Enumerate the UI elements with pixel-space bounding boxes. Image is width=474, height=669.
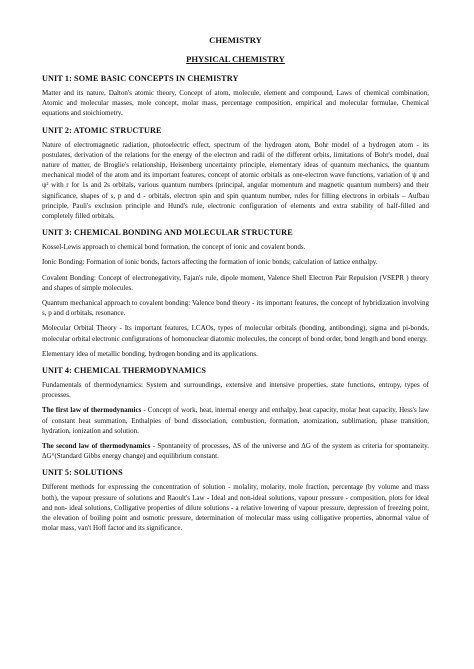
paragraph [42, 242, 429, 252]
unit-1-section [42, 73, 429, 119]
paragraph-lead: The second law of thermodynamics [42, 442, 151, 451]
paragraph-text: Ionic Bonding: Formation of ionic bonds, factors affecting the formation of ionic bonds; calculation of lattice enthalpy. [42, 258, 378, 267]
paragraph-text: - Concept of work, heat, internal energy and enthalpy, heat capacity, molar heat capacity, Hess's law of constant heat summation, Enthalpies of bond dissociation, combustion, formation, atomization, sublimation, phase transition, hydration, ionization and solution. [42, 406, 429, 435]
paragraph [42, 482, 429, 533]
unit-heading: UNIT 4: CHEMICAL THERMODYNAMICS [42, 366, 207, 376]
document-title: CHEMISTRY [209, 35, 262, 45]
unit-3-section [42, 227, 429, 359]
paragraph-text: Covalent Bonding: Concept of electronegativity, Fajan's rule, dipole moment, Valence Shell Electron Pair Repulsion (VSEPR ) theory and shapes of simple molecules. [42, 273, 429, 292]
paragraph [42, 88, 429, 119]
unit-heading: UNIT 2: ATOMIC STRUCTURE [42, 125, 162, 135]
paragraph-text: Different methods for expressing the concentration of solution - molality, molarity, mole fraction, percentage (by volume and mass both), the vapour pressure of solutions and Raoult's Law - Ideal and non-ideal solutions, vapour pressure - composition, plots for ideal and non- ideal solutions, Colligative properties of dilute solutions - a relative lowering of vapour pressure, depression of freezing point, the elevation of boiling point and osmotic pressure, determination of molecular mass using colligative properties, abnormal value of molar mass, van't Hoff factor and its significance. [42, 483, 429, 533]
paragraph-text: Nature of electromagnetic radiation, photoelectric effect, spectrum of the hydrogen atom, Bohr model of a hydrogen atom - its postulates, derivation of the relations for the energy of the electron and radii of the different orbits, limitations of Bohr's model, dual nature of matter, de Broglie's relationship, Heisenberg uncertainty principle, elementary ideas of quantum mechanics, the quantum mechanical model of the atom and its important features, concept of atomic orbitals as one-electron wave functions, variation of ψ and ψ² with r for 1s and 2s orbitals, various quantum numbers (principal, angular momentum and magnetic quantum numbers) and their significance, shapes of s, p and d - orbitals, electron spin and spin quantum number, rules for filling electrons in orbitals – Aufbau principle, Pauli's exclusion principle and Hund's rule, electronic configuration of elements and extra stability of half-filled and completely filled orbitals. [42, 140, 429, 221]
paragraph-text: Kossel-Lewis approach to chemical bond formation, the concept of ionic and covalent bonds. [42, 243, 306, 252]
paragraph-text: Quantum mechanical approach to covalent bonding: Valence bond theory - its important features, the concept of hybridization involving s, p and d orbitals, resonance. [42, 299, 429, 318]
unit-5-section [42, 467, 429, 533]
paragraph [42, 405, 429, 436]
paragraph [42, 257, 429, 267]
paragraph-text: Matter and its nature, Dalton's atomic theory, Concept of atom, molecule, element and compound, Laws of chemical combination, Atomic and molecular masses, mole concept, molar mass, percentage composition, empirical and molecular formulae, Chemical equations and stoichiometry. [42, 89, 429, 118]
unit-heading: UNIT 1: SOME BASIC CONCEPTS IN CHEMISTRY [42, 74, 239, 83]
document-subtitle: PHYSICAL CHEMISTRY [186, 54, 285, 64]
paragraph [42, 298, 429, 318]
paragraph [42, 323, 429, 343]
paragraph [42, 441, 429, 461]
paragraph-text: Elementary idea of metallic bonding, hydrogen bonding and its applications. [42, 349, 258, 358]
unit-2-section [42, 125, 429, 222]
unit-4-section [42, 365, 429, 461]
unit-heading: UNIT 5: SOLUTIONS [42, 468, 123, 478]
unit-heading: UNIT 3: CHEMICAL BONDING AND MOLECULAR STRUCTURE [42, 228, 293, 238]
paragraph-text: Fundamentals of thermodynamics: System and surroundings, extensive and intensive properties, state functions, entropy, types of processes. [42, 381, 429, 400]
paragraph-lead: The first law of thermodynamics [42, 406, 142, 415]
paragraph [42, 349, 429, 359]
paragraph [42, 140, 429, 222]
paragraph-text: Molecular Orbital Theory - Its important features, LCAOs, types of molecular orbitals (bonding, antibonding), sigma and pi-bonds, molecular orbital electronic configurations of homonuclear diatomic molecules, the concept of bond order, bond length and bond energy. [42, 324, 429, 343]
paragraph-text: - Spontaneity of processes, ΔS of the universe and ΔG of the system as criteria for spontaneity. ΔG°(Standard Gibbs energy change) and equilibrium constant. [42, 442, 429, 461]
paragraph [42, 273, 429, 293]
paragraph [42, 380, 429, 400]
